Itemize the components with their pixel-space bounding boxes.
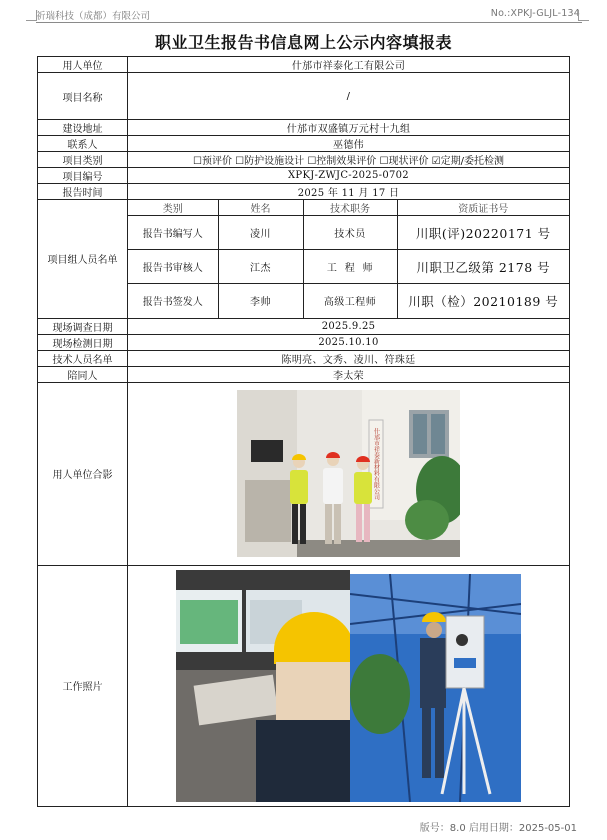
category-option-periodic-detect[interactable]: ☑定期/委托检测 bbox=[431, 156, 504, 167]
team-row-cert: 川职卫乙级第 2178 号 bbox=[397, 250, 569, 284]
work-photo-label: 工作照片 bbox=[38, 565, 128, 806]
escort-label: 陪同人 bbox=[38, 366, 128, 382]
work-photo-control-room-image bbox=[176, 570, 350, 802]
address-label: 建设地址 bbox=[38, 120, 128, 136]
team-table bbox=[128, 200, 569, 318]
category-options bbox=[128, 152, 570, 168]
group-photo-image bbox=[237, 390, 460, 557]
checkbox-icon: ☐ bbox=[235, 156, 245, 167]
group-photo-label: 用人单位合影 bbox=[38, 382, 128, 565]
crop-mark bbox=[578, 10, 589, 21]
category-option-protection-design[interactable]: ☐防护设施设计 bbox=[235, 156, 305, 167]
project-name-label: 项目名称 bbox=[38, 73, 128, 120]
document-number: No.:XPKJ-GLJL-134 bbox=[490, 8, 580, 19]
page-title: 职业卫生报告书信息网上公示内容填报表 bbox=[154, 33, 452, 52]
project-no-label: 项目编号 bbox=[38, 168, 128, 184]
contact-label: 联系人 bbox=[38, 136, 128, 152]
project-no-value: XPKJ-ZWJC-2025-0702 bbox=[128, 168, 570, 184]
address-value: 什邡市双盛镇万元村十九组 bbox=[128, 120, 570, 136]
checkbox-icon: ☐ bbox=[193, 156, 202, 167]
work-photo-field bbox=[350, 574, 521, 802]
team-cell bbox=[128, 200, 570, 319]
work-photo-control-room bbox=[176, 570, 350, 802]
team-row-title: 高级工程师 bbox=[303, 284, 397, 318]
work-photo-field-image bbox=[350, 574, 521, 802]
team-header-cert: 资质证书号 bbox=[397, 200, 569, 216]
team-row-name: 江杰 bbox=[218, 250, 303, 284]
team-row-title: 技术员 bbox=[303, 216, 397, 250]
detect-date-label: 现场检测日期 bbox=[38, 334, 128, 350]
company-sign: 什邡市祥泰新材料有限公司 bbox=[372, 428, 380, 500]
crop-mark bbox=[26, 10, 37, 21]
company-header: 祈瑞科技（成都）有限公司 bbox=[36, 11, 151, 22]
survey-date-label: 现场调查日期 bbox=[38, 318, 128, 334]
footer-version: 版号：8.0 启用日期：2025-05-01 bbox=[419, 823, 577, 834]
team-header-title: 技术职务 bbox=[303, 200, 397, 216]
survey-date-value: 2025.9.25 bbox=[128, 318, 570, 334]
employer-value: 什邡市祥泰化工有限公司 bbox=[128, 57, 570, 73]
report-time-value: 2025 年 11 月 17 日 bbox=[128, 184, 570, 200]
category-option-pre-eval[interactable]: ☐预评价 bbox=[193, 156, 232, 167]
escort-value: 李太荣 bbox=[128, 366, 570, 382]
contact-value: 巫德伟 bbox=[128, 136, 570, 152]
checkbox-icon: ☐ bbox=[379, 156, 389, 167]
tech-staff-value: 陈明亮、文秀、凌川、符珠廷 bbox=[128, 350, 570, 366]
team-row-cert: 川职（检）20210189 号 bbox=[397, 284, 569, 318]
header-divider bbox=[36, 22, 582, 23]
checkbox-checked-icon: ☑ bbox=[431, 156, 441, 167]
project-name-value: / bbox=[128, 73, 570, 120]
category-option-status-eval[interactable]: ☐现状评价 bbox=[379, 156, 429, 167]
team-row-category: 报告书编写人 bbox=[128, 216, 218, 250]
report-time-label: 报告时间 bbox=[38, 184, 128, 200]
employer-label: 用人单位 bbox=[38, 57, 128, 73]
detect-date-value: 2025.10.10 bbox=[128, 334, 570, 350]
team-header-name: 姓名 bbox=[218, 200, 303, 216]
team-row-cert: 川职(评)20220171 号 bbox=[397, 216, 569, 250]
group-photo bbox=[237, 390, 460, 557]
tech-staff-label: 技术人员名单 bbox=[38, 350, 128, 366]
category-label: 项目类别 bbox=[38, 152, 128, 168]
category-option-control-eval[interactable]: ☐控制效果评价 bbox=[307, 156, 377, 167]
team-header-category: 类别 bbox=[128, 200, 218, 216]
team-row-title: 工 程 师 bbox=[303, 250, 397, 284]
team-row-category: 报告书签发人 bbox=[128, 284, 218, 318]
team-label: 项目组人员名单 bbox=[38, 200, 128, 319]
team-row-name: 李帅 bbox=[218, 284, 303, 318]
team-row-category: 报告书审核人 bbox=[128, 250, 218, 284]
checkbox-icon: ☐ bbox=[307, 156, 317, 167]
team-row-name: 凌川 bbox=[218, 216, 303, 250]
